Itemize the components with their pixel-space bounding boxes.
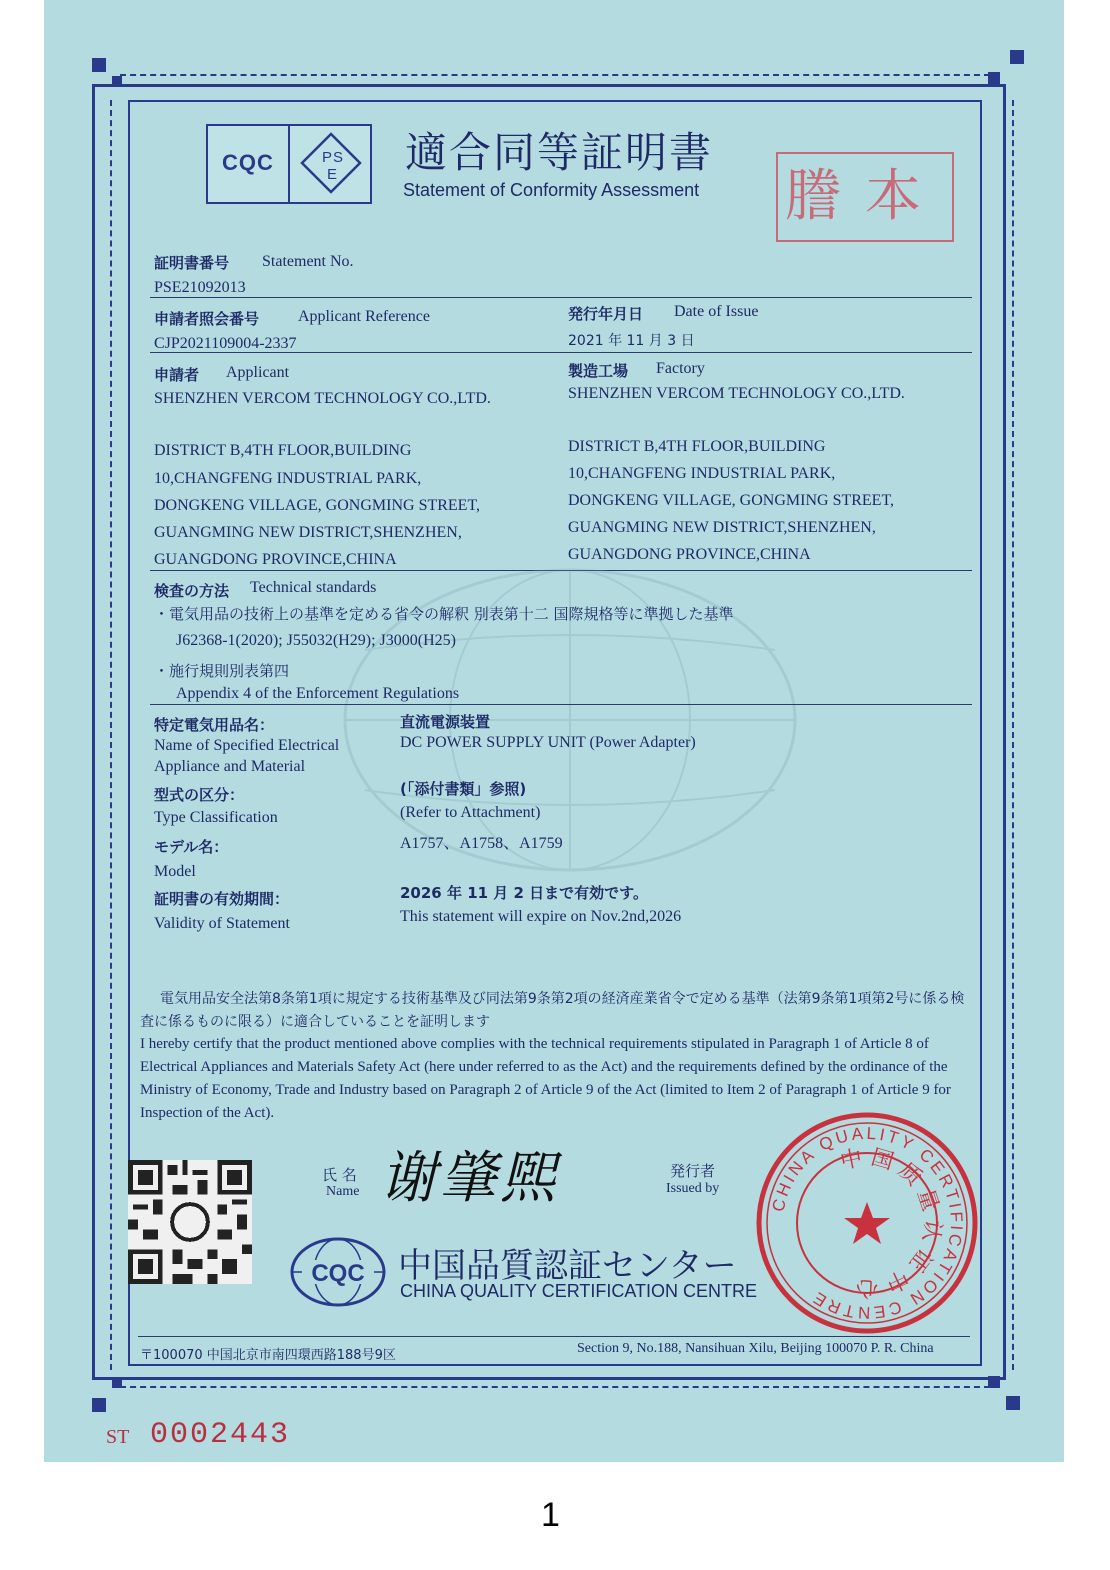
page-number: 1 <box>541 1496 560 1534</box>
product-name-label-en-2: Appliance and Material <box>154 758 306 775</box>
product-name-label-en: Name of Specified Electrical <box>154 737 340 754</box>
statement-no-label-en: Statement No. <box>262 253 354 270</box>
product-name-value-jp: 直流電源装置 <box>400 713 491 731</box>
divider-line <box>150 352 972 353</box>
validity-label-jp: 証明書の有効期間： <box>154 890 290 908</box>
statement-no-label-jp: 証明書番号 <box>154 254 230 272</box>
model-label-jp: モデル名： <box>154 838 229 856</box>
type-label-en: Type Classification <box>154 809 278 826</box>
serial-number: 0002443 <box>150 1418 291 1452</box>
title-japanese: 適合同等証明書 <box>405 128 714 177</box>
cqc-organization-logo-icon <box>288 1236 388 1308</box>
factory-address-line: DISTRICT B,4TH FLOOR,BUILDING <box>568 438 826 455</box>
applicant-address-line: 10,CHANGFENG INDUSTRIAL PARK, <box>154 470 422 487</box>
statement-no-value: PSE21092013 <box>154 279 246 296</box>
applicant-ref-label-en: Applicant Reference <box>298 308 430 325</box>
date-label-en: Date of Issue <box>674 303 759 320</box>
cqc-pse-logo <box>206 124 372 204</box>
factory-address-line: 10,CHANGFENG INDUSTRIAL PARK, <box>568 465 836 482</box>
copy-stamp: 謄本 <box>776 152 954 242</box>
model-value: A1757、A1758、A1759 <box>400 835 563 852</box>
tech-standard-item-2: ・施行規則別表第四 <box>154 662 290 680</box>
divider-line <box>150 704 972 705</box>
applicant-address-line: GUANGDONG PROVINCE,CHINA <box>154 551 397 568</box>
corner-ornament <box>988 1376 1000 1388</box>
factory-label-jp: 製造工場 <box>568 362 629 380</box>
logo-divider <box>288 126 290 202</box>
applicant-address-line: GUANGMING NEW DISTRICT,SHENZHEN, <box>154 524 462 541</box>
tech-standard-codes: J62368-1(2020); J55032(H29); J3000(H25) <box>176 632 456 649</box>
applicant-address-line: DISTRICT B,4TH FLOOR,BUILDING <box>154 442 412 459</box>
organization-name-en: CHINA QUALITY CERTIFICATION CENTRE <box>400 1281 758 1301</box>
tech-standards-label-en: Technical standards <box>250 579 377 596</box>
certification-seal-icon <box>754 1110 980 1336</box>
dashed-border-bottom <box>120 1386 990 1388</box>
factory-name: SHENZHEN VERCOM TECHNOLOGY CO.,LTD. <box>568 385 905 402</box>
cqc-logo-text: CQC <box>222 150 274 175</box>
serial-prefix: ST <box>106 1426 130 1448</box>
dashed-border-right <box>1012 100 1014 1370</box>
name-label-jp: 氏 名 <box>322 1166 357 1184</box>
corner-ornament <box>1006 1396 1020 1410</box>
type-value-jp: (「添付書類」参照) <box>400 780 527 798</box>
applicant-ref-label-jp: 申請者照会番号 <box>154 310 260 328</box>
pse-letter-s: S <box>333 149 344 166</box>
corner-ornament <box>112 76 122 86</box>
certification-text-jp: 電気用品安全法第8条第1項に規定する技術基準及び同法第9条第2項の経済産業省令で定める基準（法第9条第1項第2号に係る検査に係るものに限る）に適合していることを証明します <box>140 991 965 1030</box>
footer-address-en: Section 9, No.188, Nansihuan Xilu, Beijing 100070 P. R. China <box>577 1341 934 1356</box>
dashed-border-top <box>120 74 990 76</box>
model-label-en: Model <box>154 863 196 880</box>
type-value-en: (Refer to Attachment) <box>400 804 541 821</box>
validity-label-en: Validity of Statement <box>154 915 290 932</box>
factory-address-line: GUANGDONG PROVINCE,CHINA <box>568 546 811 563</box>
corner-ornament <box>92 1398 106 1412</box>
applicant-address-line: DONGKENG VILLAGE, GONGMING STREET, <box>154 497 481 514</box>
footer-address-cn: 〒100070 中国北京市南四環西路188号9区 <box>140 1348 396 1363</box>
tech-standard-item-1: ・電気用品の技術上の基準を定める省令の解釈 別表第十二 国際規格等に準拠した基準 <box>154 605 734 623</box>
seal-outer-text: CHINA QUALITY CERTIFICATION CENTRE <box>768 1123 967 1323</box>
handwritten-signature: 谢肇煕 <box>380 1146 560 1211</box>
tech-standards-label-jp: 検査の方法 <box>154 582 230 600</box>
name-label-en: Name <box>326 1184 360 1199</box>
factory-label-en: Factory <box>656 360 705 377</box>
seal-inner-text: 中国质量认证中心 <box>838 1144 946 1301</box>
issued-by-label-en: Issued by <box>666 1181 720 1196</box>
corner-ornament <box>988 72 1000 84</box>
product-name-label-jp: 特定電気用品名： <box>154 716 275 734</box>
validity-value-en: This statement will expire on Nov.2nd,2026 <box>400 908 682 925</box>
issued-by-label-jp: 発行者 <box>670 1162 716 1180</box>
validity-value-jp: 2026 年 11 月 2 日まで有効です。 <box>400 884 648 902</box>
divider-line <box>150 297 972 298</box>
certification-text-en: I hereby certify that the product mentioned above complies with the technical requirements stipulated in Paragraph 1 of Article 8 of Electrical Appliances and Materials Safety Act (here under referred to as the Act) and the requirements defined by the ordinance of the Ministry of Economy, Trade and Industry based on Paragraph 2 of Article 9 of the Act (limited to Item 2 of Paragraph 1 of Article 9 for Inspection of the Act). <box>140 1036 951 1121</box>
applicant-label-jp: 申請者 <box>154 366 200 384</box>
date-label-jp: 発行年月日 <box>568 305 644 323</box>
corner-ornament <box>1010 50 1024 64</box>
pse-diamond-icon <box>300 132 362 194</box>
corner-ornament <box>112 1378 122 1388</box>
product-name-value-en: DC POWER SUPPLY UNIT (Power Adapter) <box>400 734 696 751</box>
pse-letter-e: E <box>327 166 338 183</box>
pse-letter-p: P <box>322 149 333 166</box>
organization-name-jp: 中国品質認証センター <box>398 1246 737 1286</box>
type-label-jp: 型式の区分： <box>154 786 245 804</box>
qr-code-icon <box>128 1160 252 1284</box>
applicant-label-en: Applicant <box>226 364 290 381</box>
factory-address-line: DONGKENG VILLAGE, GONGMING STREET, <box>568 492 895 509</box>
applicant-ref-value: CJP2021109004-2337 <box>154 335 297 352</box>
factory-address-line: GUANGMING NEW DISTRICT,SHENZHEN, <box>568 519 876 536</box>
cqc-organization-logo-text: CQC <box>311 1260 365 1287</box>
title-english: Statement of Conformity Assessment <box>403 180 700 200</box>
tech-standard-item-2-en: Appendix 4 of the Enforcement Regulations <box>176 685 460 702</box>
corner-ornament <box>92 58 106 72</box>
footer-divider <box>138 1336 970 1337</box>
date-value: 2021 年 11 月 3 日 <box>568 333 695 349</box>
applicant-name: SHENZHEN VERCOM TECHNOLOGY CO.,LTD. <box>154 390 491 407</box>
